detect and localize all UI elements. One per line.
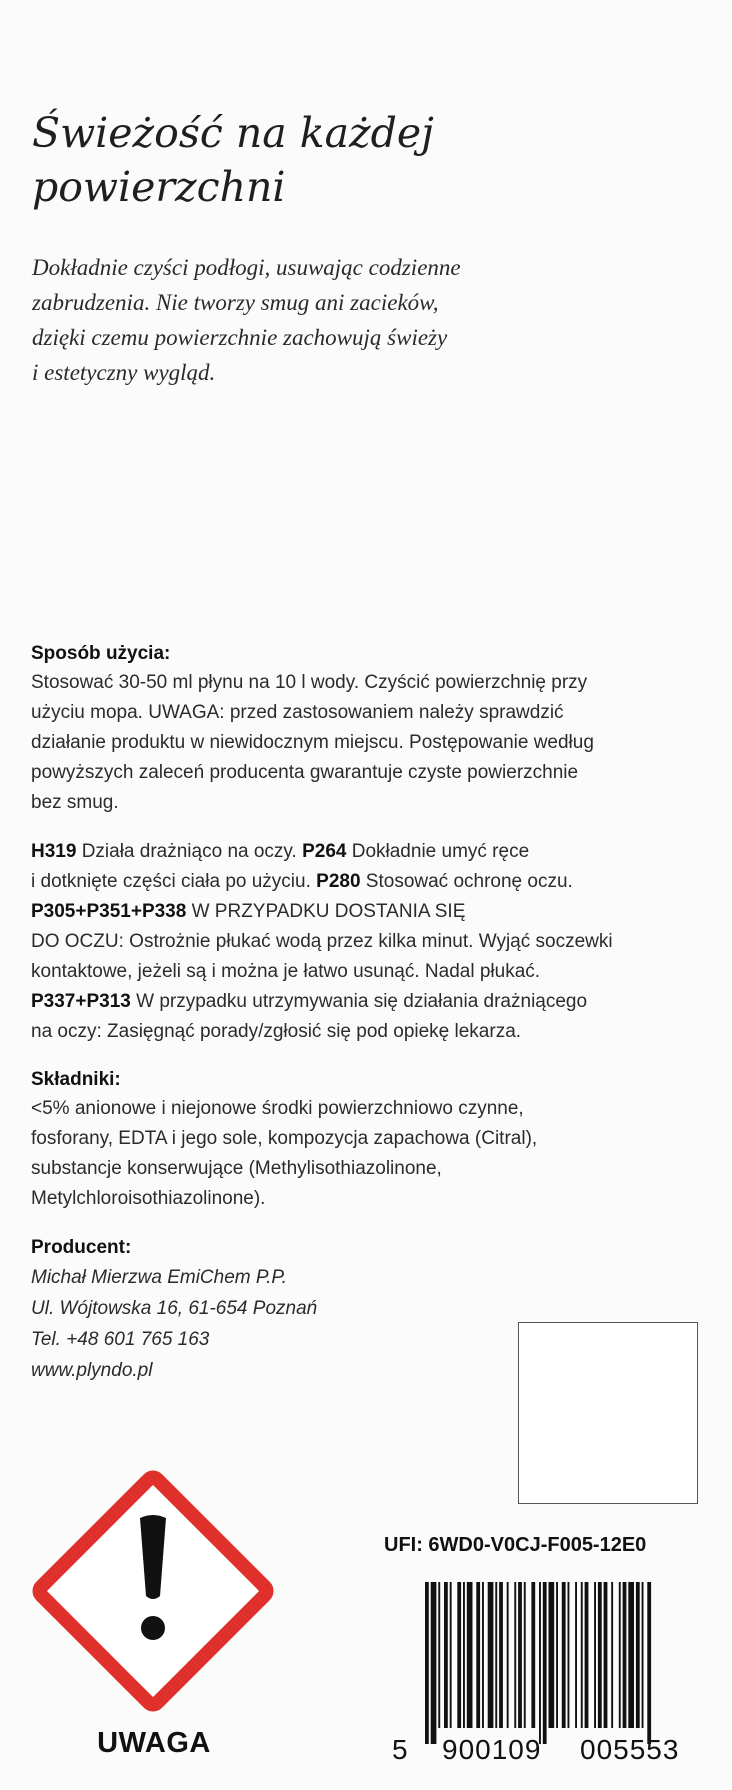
usage-line: działanie produktu w niewidocznym miejscu. Postępowanie według: [31, 732, 594, 753]
barcode-bar: [514, 1582, 516, 1728]
usage-title: Sposób użycia:: [31, 643, 171, 664]
barcode-bar: [611, 1582, 613, 1728]
producer-name: Michał Mierzwa EmiChem P.P.: [31, 1267, 287, 1288]
barcode-bar: [518, 1582, 522, 1728]
hazard-text: W przypadku utrzymywania się działania drażniącego: [130, 991, 588, 1012]
ingredients-line: substancje konserwujące (Methylisothiazolinone,: [31, 1158, 442, 1179]
hazard-text: W PRZYPADKU DOSTANIA SIĘ: [186, 901, 466, 922]
product-description: [32, 250, 672, 390]
barcode-bar: [524, 1582, 526, 1728]
barcode-bar: [647, 1582, 651, 1744]
barcode-bar: [467, 1582, 473, 1728]
barcode-bar: [543, 1582, 547, 1744]
ingredients-title: Składniki:: [31, 1069, 121, 1090]
hazard-line: [31, 867, 711, 897]
description-line: dzięki czemu powierzchnie zachowują świeży: [32, 325, 448, 350]
hazard-line: kontaktowe, jeżeli są i można je łatwo usunąć. Nadal płukać.: [31, 961, 541, 982]
producer-address: Ul. Wójtowska 16, 61-654 Poznań: [31, 1298, 318, 1319]
usage-line: powyższych zaleceń producenta gwarantuje czyste powierzchnie: [31, 762, 579, 783]
producer-phone: Tel. +48 601 765 163: [31, 1329, 210, 1350]
ingredients-line: fosforany, EDTA i jego sole, kompozycja zapachowa (Citral),: [31, 1128, 538, 1149]
barcode-bar: [425, 1582, 429, 1744]
usage-line: Stosować 30-50 ml płynu na 10 l wody. Czyścić powierzchnię przy: [31, 672, 588, 693]
barcode-bar: [539, 1582, 541, 1744]
ingredients-section: [31, 1066, 711, 1214]
barcode-bar: [628, 1582, 634, 1728]
barcode-bar: [450, 1582, 452, 1728]
barcode-bar: [585, 1582, 589, 1728]
barcode-bar: [549, 1582, 555, 1728]
hazard-line: [31, 837, 711, 867]
barcode-bar: [457, 1582, 461, 1728]
barcode-bar: [619, 1582, 621, 1728]
description-line: zabrudzenia. Nie tworzy smug ani zacieków,: [32, 290, 439, 315]
usage-line: użyciu mopa. UWAGA: przed zastosowaniem należy sprawdzić: [31, 702, 564, 723]
headline-line: powierzchni: [32, 163, 286, 211]
barcode-bar: [598, 1582, 602, 1728]
hazard-text: Działa drażniąco na oczy.: [76, 841, 303, 862]
hazard-line: DO OCZU: Ostrożnie płukać wodą przez kilka minut. Wyjąć soczewki: [31, 931, 613, 952]
ufi-code: UFI: 6WD0-V0CJ-F005-12E0: [384, 1534, 647, 1556]
description-line: i estetyczny wygląd.: [32, 360, 216, 385]
ingredients-line: Metylchloroisothiazolinone).: [31, 1188, 266, 1209]
barcode-bar: [507, 1582, 509, 1728]
hazard-code: P305+P351+P338: [31, 901, 187, 922]
product-headline: [32, 106, 652, 214]
producer-title: Producent:: [31, 1237, 132, 1258]
barcode-bar: [488, 1582, 494, 1728]
barcode-bar: [581, 1582, 583, 1728]
hazard-line: [31, 987, 711, 1017]
barcode-bar: [562, 1582, 566, 1728]
hazard-code: P280: [316, 871, 361, 892]
barcode-bar: [531, 1582, 535, 1728]
hazard-text: Dokładnie umyć ręce: [346, 841, 530, 862]
barcode-bar: [594, 1582, 596, 1728]
hazard-text: i dotknięte części ciała po użyciu.: [31, 871, 317, 892]
hazard-text: Stosować ochronę oczu.: [360, 871, 573, 892]
barcode-bar: [623, 1582, 627, 1728]
barcode-bar: [636, 1582, 640, 1728]
barcode-bar: [431, 1582, 437, 1744]
barcode-bar: [444, 1582, 448, 1728]
barcode-bar: [642, 1582, 644, 1728]
hazard-statements: [31, 837, 711, 1047]
barcode-bar: [556, 1582, 558, 1728]
barcode-bar: [495, 1582, 497, 1728]
exclamation-dot: [141, 1616, 165, 1640]
barcode: [425, 1582, 705, 1744]
batch-code-box: [518, 1322, 698, 1504]
usage-section: [31, 640, 711, 818]
hazard-line: [31, 897, 711, 927]
ingredients-line: <5% anionowe i niejonowe środki powierzchniowo czynne,: [31, 1098, 524, 1119]
barcode-bar: [604, 1582, 608, 1728]
usage-line: bez smug.: [31, 792, 119, 813]
pictogram-label: UWAGA: [97, 1727, 211, 1759]
headline-line: Świeżość na każdej: [32, 109, 434, 157]
hazard-code: H319: [31, 841, 77, 862]
description-line: Dokładnie czyści podłogi, usuwając codzienne: [32, 255, 461, 280]
barcode-bar: [568, 1582, 570, 1728]
barcode-left-digits: 900109: [442, 1734, 542, 1765]
barcode-right-digits: 005553: [580, 1734, 680, 1765]
exclamation-mark-icon: [28, 1466, 278, 1716]
barcode-bar: [438, 1582, 440, 1728]
barcode-bar: [575, 1582, 577, 1728]
barcode-bar: [463, 1582, 465, 1728]
hazard-line: na oczy: Zasięgnąć porady/zgłosić się pod opiekę lekarza.: [31, 1021, 522, 1042]
barcode-bar: [482, 1582, 484, 1728]
barcode-first-digit: 5: [392, 1734, 409, 1765]
usage-text: [31, 668, 711, 818]
producer-website: www.plyndo.pl: [31, 1360, 153, 1381]
barcode-bar: [476, 1582, 480, 1728]
barcode-bar: [499, 1582, 503, 1728]
hazard-code: P264: [302, 841, 347, 862]
hazard-code: P337+P313: [31, 991, 131, 1012]
